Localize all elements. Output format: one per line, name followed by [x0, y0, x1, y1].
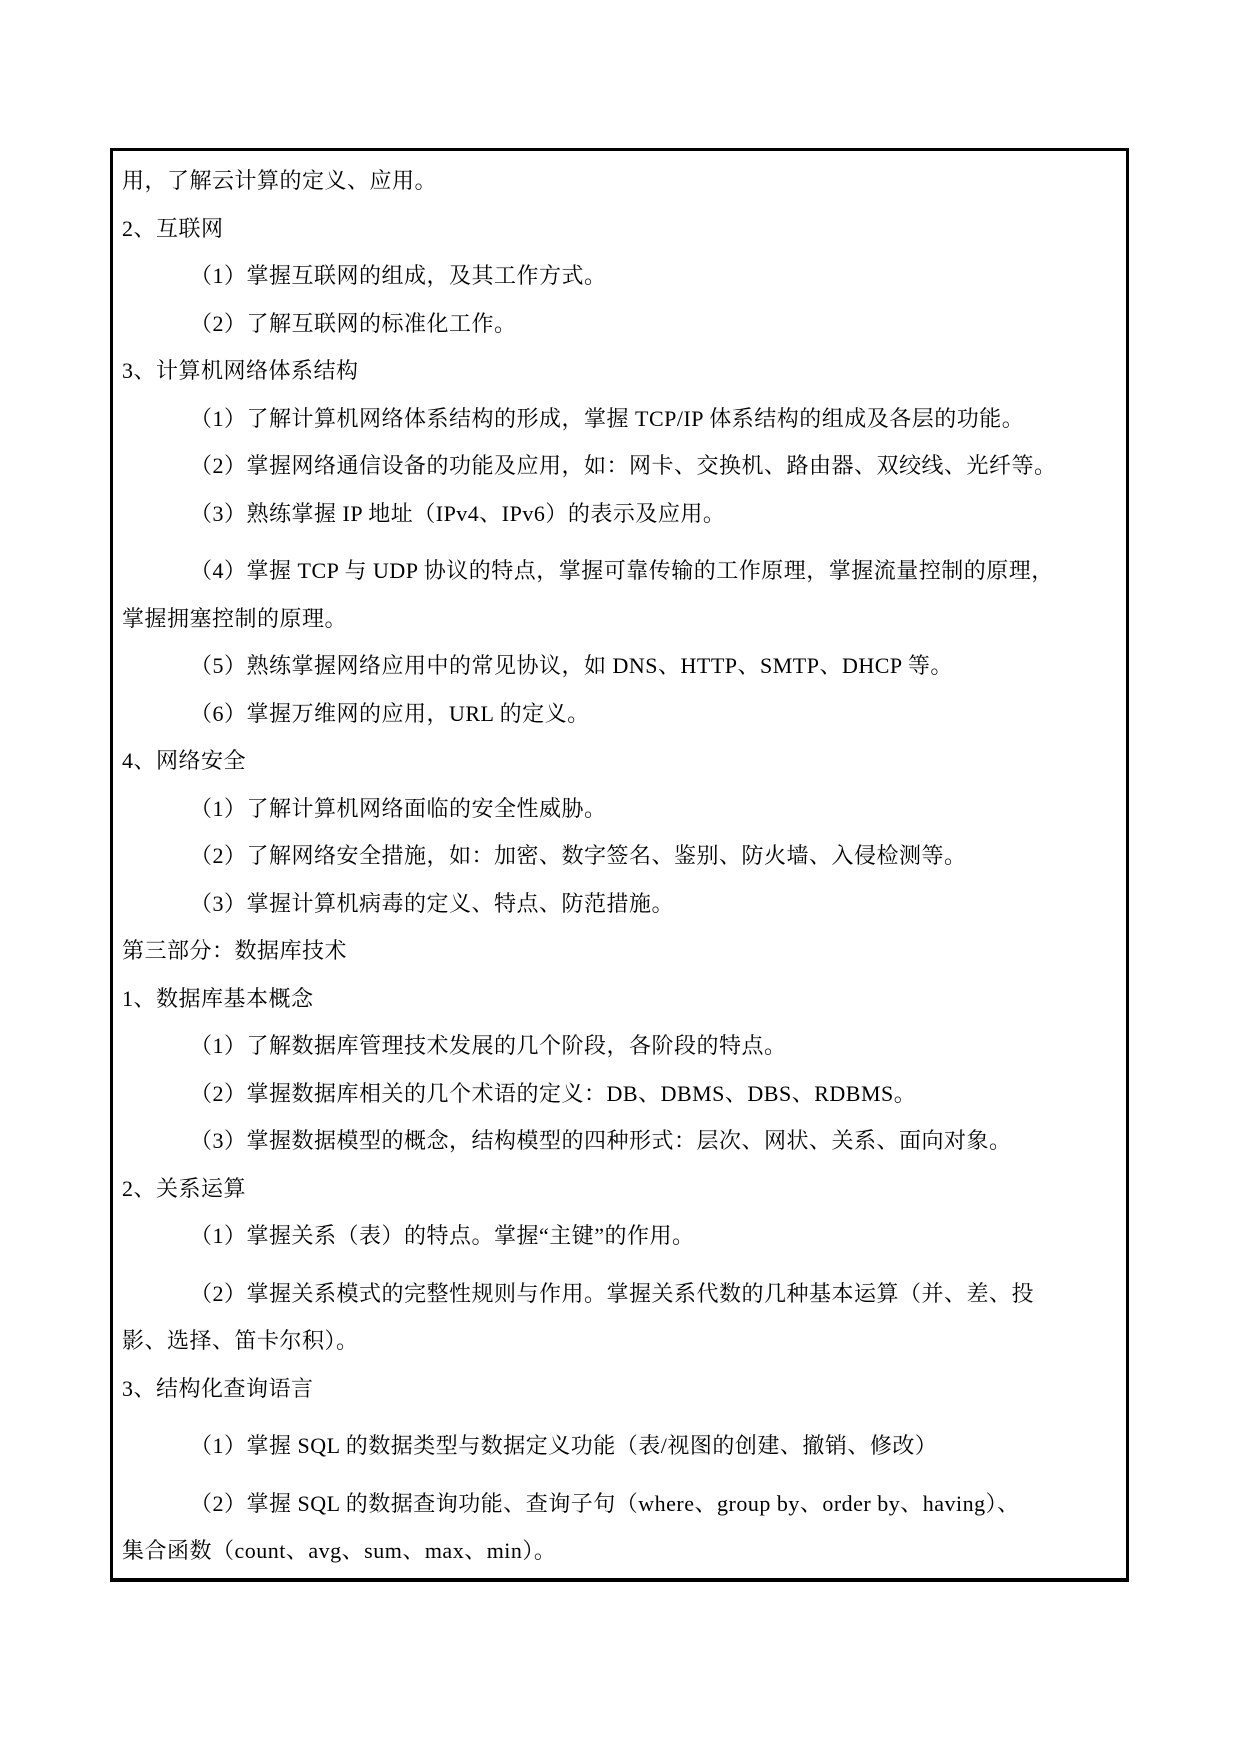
text-line: 2、关系运算	[122, 1175, 247, 1201]
text-line: （2）掌握数据库相关的几个术语的定义：DB、DBMS、DBS、RDBMS。	[190, 1080, 917, 1106]
text-line: （1）了解数据库管理技术发展的几个阶段，各阶段的特点。	[190, 1033, 787, 1058]
text-line: 影、选择、笛卡尔积）。	[122, 1328, 359, 1353]
document-border-frame	[110, 148, 1129, 1582]
text-line: （2）掌握关系模式的完整性规则与作用。掌握关系代数的几种基本运算（并、差、投	[190, 1280, 1035, 1306]
text-line: 用，了解云计算的定义、应用。	[122, 168, 438, 193]
text-line: 3、计算机网络体系结构	[122, 358, 359, 383]
text-line: （4）掌握 TCP 与 UDP 协议的特点，掌握可靠传输的工作原理，掌握流量控制的原理，	[190, 558, 1054, 583]
text-line: 集合函数（count、avg、sum、max、min）。	[122, 1538, 557, 1563]
text-line: 2、互联网	[122, 215, 224, 241]
text-line: （3）掌握计算机病毒的定义、特点、防范措施。	[190, 890, 675, 916]
text-line: （2）掌握 SQL 的数据查询功能、查询子句（where、group by、order by、having）、	[190, 1490, 1020, 1516]
text-line: （1）掌握互联网的组成，及其工作方式。	[190, 263, 607, 288]
text-line: 掌握拥塞控制的原理。	[122, 605, 348, 631]
text-line: （1）掌握 SQL 的数据类型与数据定义功能（表/视图的创建、撤销、修改）	[190, 1433, 938, 1458]
text-line: （5）熟练掌握网络应用中的常见协议，如 DNS、HTTP、SMTP、DHCP 等。	[190, 653, 953, 678]
text-line: （1）掌握关系（表）的特点。掌握“主键”的作用。	[190, 1223, 695, 1248]
text-line: 1、数据库基本概念	[122, 985, 314, 1011]
text-line: （3）熟练掌握 IP 地址（IPv4、IPv6）的表示及应用。	[190, 500, 726, 526]
text-line: （1）了解计算机网络体系结构的形成，掌握 TCP/IP 体系结构的组成及各层的功能。	[190, 405, 1025, 431]
text-line: （6）掌握万维网的应用，URL 的定义。	[190, 700, 590, 726]
text-line: （1）了解计算机网络面临的安全性威胁。	[190, 795, 607, 821]
text-line: 3、结构化查询语言	[122, 1375, 314, 1401]
text-line: （2）了解互联网的标准化工作。	[190, 310, 517, 336]
text-line: （2）了解网络安全措施，如：加密、数字签名、鉴别、防火墙、入侵检测等。	[190, 843, 967, 868]
text-line: （3）掌握数据模型的概念，结构模型的四种形式：层次、网状、关系、面向对象。	[190, 1128, 1012, 1153]
text-line: 第三部分：数据库技术	[122, 938, 348, 963]
text-line: 4、网络安全	[122, 748, 247, 773]
text-line: （2）掌握网络通信设备的功能及应用，如：网卡、交换机、路由器、双绞线、光纤等。	[190, 453, 1057, 478]
